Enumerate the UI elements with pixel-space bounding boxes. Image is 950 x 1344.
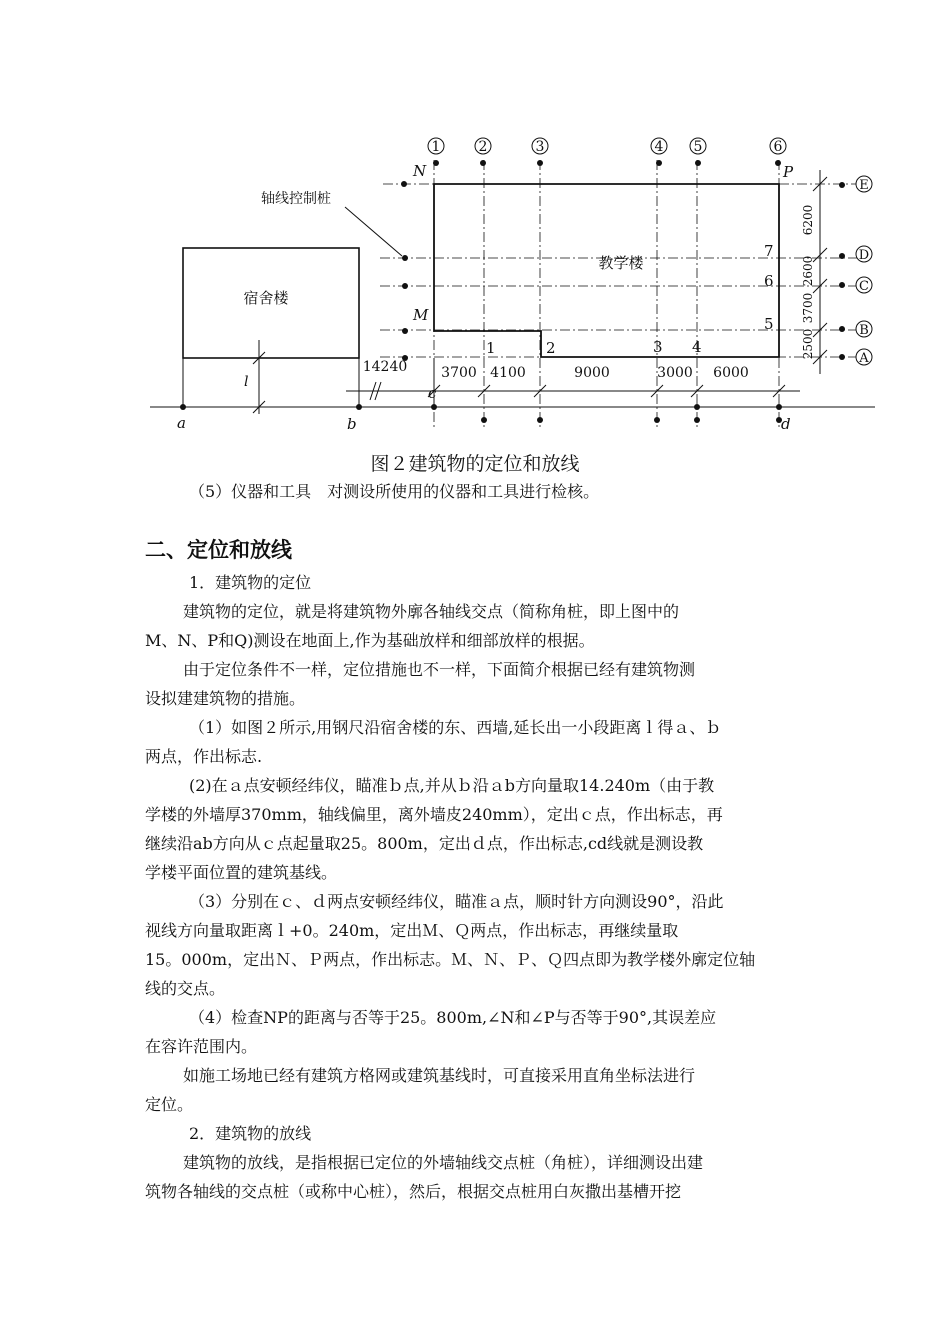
paragraph-line: 继续沿ab方向从ｃ点起量取25。800m，定出ｄ点，作出标志,cd线就是测设教 bbox=[145, 834, 704, 853]
paragraph-line: 学楼平面位置的建筑基线。 bbox=[145, 863, 338, 882]
layout-diagram bbox=[0, 120, 950, 440]
svg-text:3000: 3000 bbox=[657, 365, 693, 381]
point-b: b bbox=[347, 415, 357, 433]
right-dimensions bbox=[801, 205, 815, 360]
paragraph-line: （3）分别在ｃ、ｄ两点安顿经纬仪，瞄准ａ点，顺时针方向测设90°，沿此 bbox=[189, 892, 724, 911]
row-markers bbox=[856, 176, 872, 366]
svg-text:E: E bbox=[859, 178, 869, 193]
axis-markers bbox=[428, 138, 786, 155]
section-heading: 二、定位和放线 bbox=[145, 538, 292, 562]
paragraph-line: 如施工场地已经有建筑方格网或建筑基线时，可直接采用直角坐标法进行 bbox=[183, 1066, 696, 1085]
teaching-building-label: 教学楼 bbox=[598, 254, 644, 272]
svg-text:3700: 3700 bbox=[441, 365, 477, 381]
wall-point-1: 1 bbox=[486, 339, 496, 357]
paragraph-line: （1）如图２所示,用钢尺沿宿舍楼的东、西墙,延长出一小段距离ｌ得ａ、ｂ bbox=[189, 718, 722, 737]
wall-point-3: 3 bbox=[653, 338, 663, 356]
svg-text:2600: 2600 bbox=[801, 255, 815, 287]
figure-caption: 图２建筑物的定位和放线 bbox=[370, 453, 580, 475]
distance-l: l bbox=[244, 374, 249, 390]
right-dimension-line bbox=[813, 170, 827, 374]
point-d: d bbox=[781, 415, 791, 433]
paragraph-line: 筑物各轴线的交点桩（或称中心桩），然后，根据交点桩用白灰撒出基槽开挖 bbox=[145, 1182, 682, 1201]
point-a: a bbox=[177, 414, 186, 432]
wall-point-4: 4 bbox=[692, 338, 702, 356]
point-c: c bbox=[428, 384, 437, 402]
bottom-dimensions bbox=[363, 359, 749, 381]
wall-point-2: 2 bbox=[546, 339, 556, 357]
svg-text:6000: 6000 bbox=[713, 365, 749, 381]
corner-n: N bbox=[413, 162, 427, 180]
paragraph-line: 15。000m，定出Ｎ、Ｐ两点，作出标志。Ｍ、Ｎ、Ｐ、Ｑ四点即为教学楼外廓定位轴 bbox=[145, 950, 756, 969]
svg-text:4: 4 bbox=[654, 139, 664, 155]
svg-text:14240: 14240 bbox=[362, 359, 408, 375]
subsection-title: 1．建筑物的定位 bbox=[189, 573, 312, 592]
svg-text:2500: 2500 bbox=[801, 328, 815, 360]
paragraph-line: （5）仪器和工具 对测设所使用的仪器和工具进行检核。 bbox=[189, 482, 600, 501]
svg-text:2: 2 bbox=[478, 139, 488, 155]
paragraph-line: 设拟建建筑物的措施。 bbox=[145, 689, 306, 708]
svg-text:9000: 9000 bbox=[574, 365, 610, 381]
paragraph-line: (2)在ａ点安顿经纬仪，瞄准ｂ点,并从ｂ沿ａb方向量取14.240m（由于教 bbox=[189, 776, 715, 795]
side-point-5: 5 bbox=[764, 315, 774, 333]
paragraph-line: 建筑物的放线，是指根据已定位的外墙轴线交点桩（角桩），详细测设出建 bbox=[183, 1153, 704, 1172]
svg-text:5: 5 bbox=[693, 139, 703, 155]
side-point-6: 6 bbox=[764, 272, 774, 290]
paragraph-line: 线的交点。 bbox=[145, 979, 226, 998]
svg-text:6: 6 bbox=[773, 139, 783, 155]
paragraph-line: 由于定位条件不一样，定位措施也不一样，下面简介根据已经有建筑物测 bbox=[183, 660, 696, 679]
paragraph-line: 视线方向量取距离ｌ+0。240m，定出Ｍ、Ｑ两点，作出标志，再继续量取 bbox=[145, 921, 679, 940]
side-point-7: 7 bbox=[764, 242, 774, 260]
svg-text:B: B bbox=[859, 323, 869, 338]
svg-text:3: 3 bbox=[535, 139, 545, 155]
corner-m: M bbox=[413, 306, 429, 324]
dormitory-label: 宿舍楼 bbox=[243, 289, 289, 307]
svg-text:A: A bbox=[859, 351, 869, 366]
svg-text:C: C bbox=[859, 279, 869, 294]
corner-p: P bbox=[783, 163, 794, 181]
paragraph-line: 定位。 bbox=[145, 1095, 194, 1114]
subsection-title: 2．建筑物的放线 bbox=[189, 1124, 312, 1143]
paragraph-line: 两点，作出标志. bbox=[145, 747, 263, 766]
paragraph-line: 建筑物的定位，就是将建筑物外廓各轴线交点（简称角桩，即上图中的 bbox=[183, 602, 680, 621]
svg-text:3700: 3700 bbox=[801, 292, 815, 324]
control-stake-label: 轴线控制桩 bbox=[261, 191, 331, 207]
svg-text:1: 1 bbox=[431, 139, 441, 155]
svg-text:4100: 4100 bbox=[490, 365, 526, 381]
paragraph-line: 学楼的外墙厚370mm，轴线偏里，离外墙皮240mm），定出ｃ点，作出标志，再 bbox=[145, 805, 723, 824]
bottom-dimension-line bbox=[346, 382, 800, 400]
paragraph-line: （4）检查NP的距离与否等于25。800m,∠N和∠P与否等于90°,其误差应 bbox=[189, 1008, 717, 1027]
svg-text:6200: 6200 bbox=[801, 204, 815, 236]
paragraph-line: M、N、P和Q)测设在地面上,作为基础放样和细部放样的根据。 bbox=[145, 631, 595, 650]
svg-text:D: D bbox=[858, 248, 870, 263]
paragraph-line: 在容许范围内。 bbox=[145, 1037, 258, 1056]
